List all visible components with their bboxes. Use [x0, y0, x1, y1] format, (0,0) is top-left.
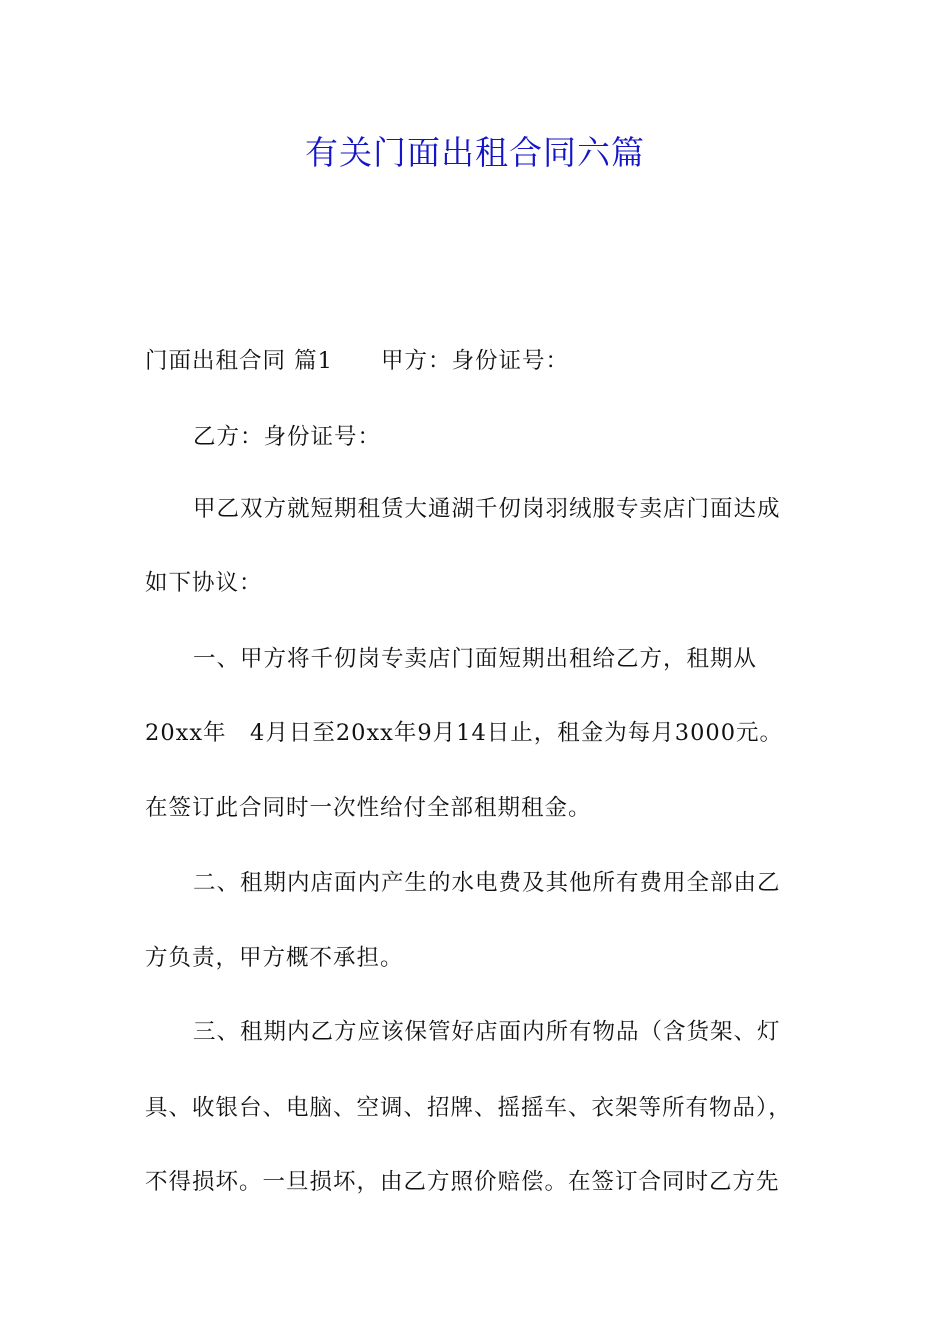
paragraph-line: 具、收银台、电脑、空调、招牌、摇摇车、衣架等所有物品）， [145, 1095, 792, 1121]
party-b-line: 乙方：身份证号： [193, 424, 382, 450]
paragraph-line: 三、租期内乙方应该保管好店面内所有物品（含货架、灯 [193, 1019, 781, 1045]
section-heading: 门面出租合同 篇1 [145, 348, 333, 374]
paragraph-line: 不得损坏。一旦损坏，由乙方照价赔偿。在签订合同时乙方先 [145, 1169, 780, 1195]
paragraph-line: 二、租期内店面内产生的水电费及其他所有费用全部由乙 [193, 870, 781, 896]
paragraph-line: 在签订此合同时一次性给付全部租期租金。 [145, 795, 592, 821]
party-a-line: 甲方：身份证号： [380, 348, 569, 374]
paragraph-line: 如下协议： [145, 570, 263, 596]
paragraph-line: 20xx年 4月日至20xx年9月14日止，租金为每月3000元。 [145, 720, 784, 746]
paragraph-line: 甲乙双方就短期租赁大通湖千仞岗羽绒服专卖店门面达成 [193, 496, 781, 522]
document-title: 有关门面出租合同六篇 [305, 133, 645, 172]
paragraph-line: 一、甲方将千仞岗专卖店门面短期出租给乙方，租期从 [193, 646, 758, 672]
paragraph-line [145, 343, 825, 379]
paragraph-line: 方负责，甲方概不承担。 [145, 945, 404, 971]
